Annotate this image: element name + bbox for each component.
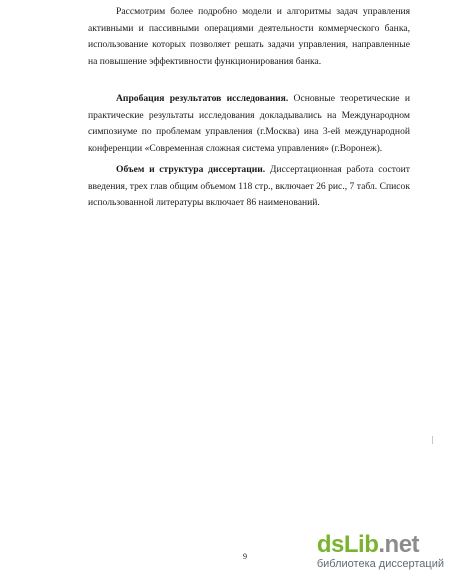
watermark bbox=[317, 532, 444, 570]
paragraph-approbation bbox=[88, 91, 410, 157]
watermark-logo-tld: .net bbox=[378, 531, 420, 558]
page-number: 9 bbox=[243, 552, 247, 561]
paragraph-structure-text: Диссертационная работа состоит введения, трех глав общим объемом 118 стр., включает 26 рис., 7 табл. Список использованной литературы включает 86 наименований. bbox=[88, 164, 410, 209]
paragraph-approbation-text: Основные теоретические и практические результаты исследования докладывались на Международном симпозиуме по проблемам управления (г.Москва) ина 3-ей международной конференции «Современная сложная система управления» (г.Воронеж). bbox=[88, 93, 410, 154]
watermark-subtitle: библиотека диссертаций bbox=[316, 558, 444, 570]
paragraph-intro-text: Рассмотрим более подробно модели и алгоритмы задач управления активными и пассивными операциями деятельности коммерческого банка, использование которых позволяет решать задачи управления, направленные на повышение эффективности функционирования банка. bbox=[88, 6, 410, 67]
margin-mark bbox=[432, 436, 433, 444]
watermark-logo bbox=[317, 532, 444, 558]
paragraph-intro bbox=[88, 4, 410, 70]
paragraph-structure-heading: Объем и структура диссертации. bbox=[116, 164, 266, 175]
paragraph-approbation-heading: Апробация результатов исследования. bbox=[116, 93, 289, 104]
paragraph-structure bbox=[88, 162, 410, 212]
watermark-logo-main: dsLib bbox=[316, 531, 379, 558]
